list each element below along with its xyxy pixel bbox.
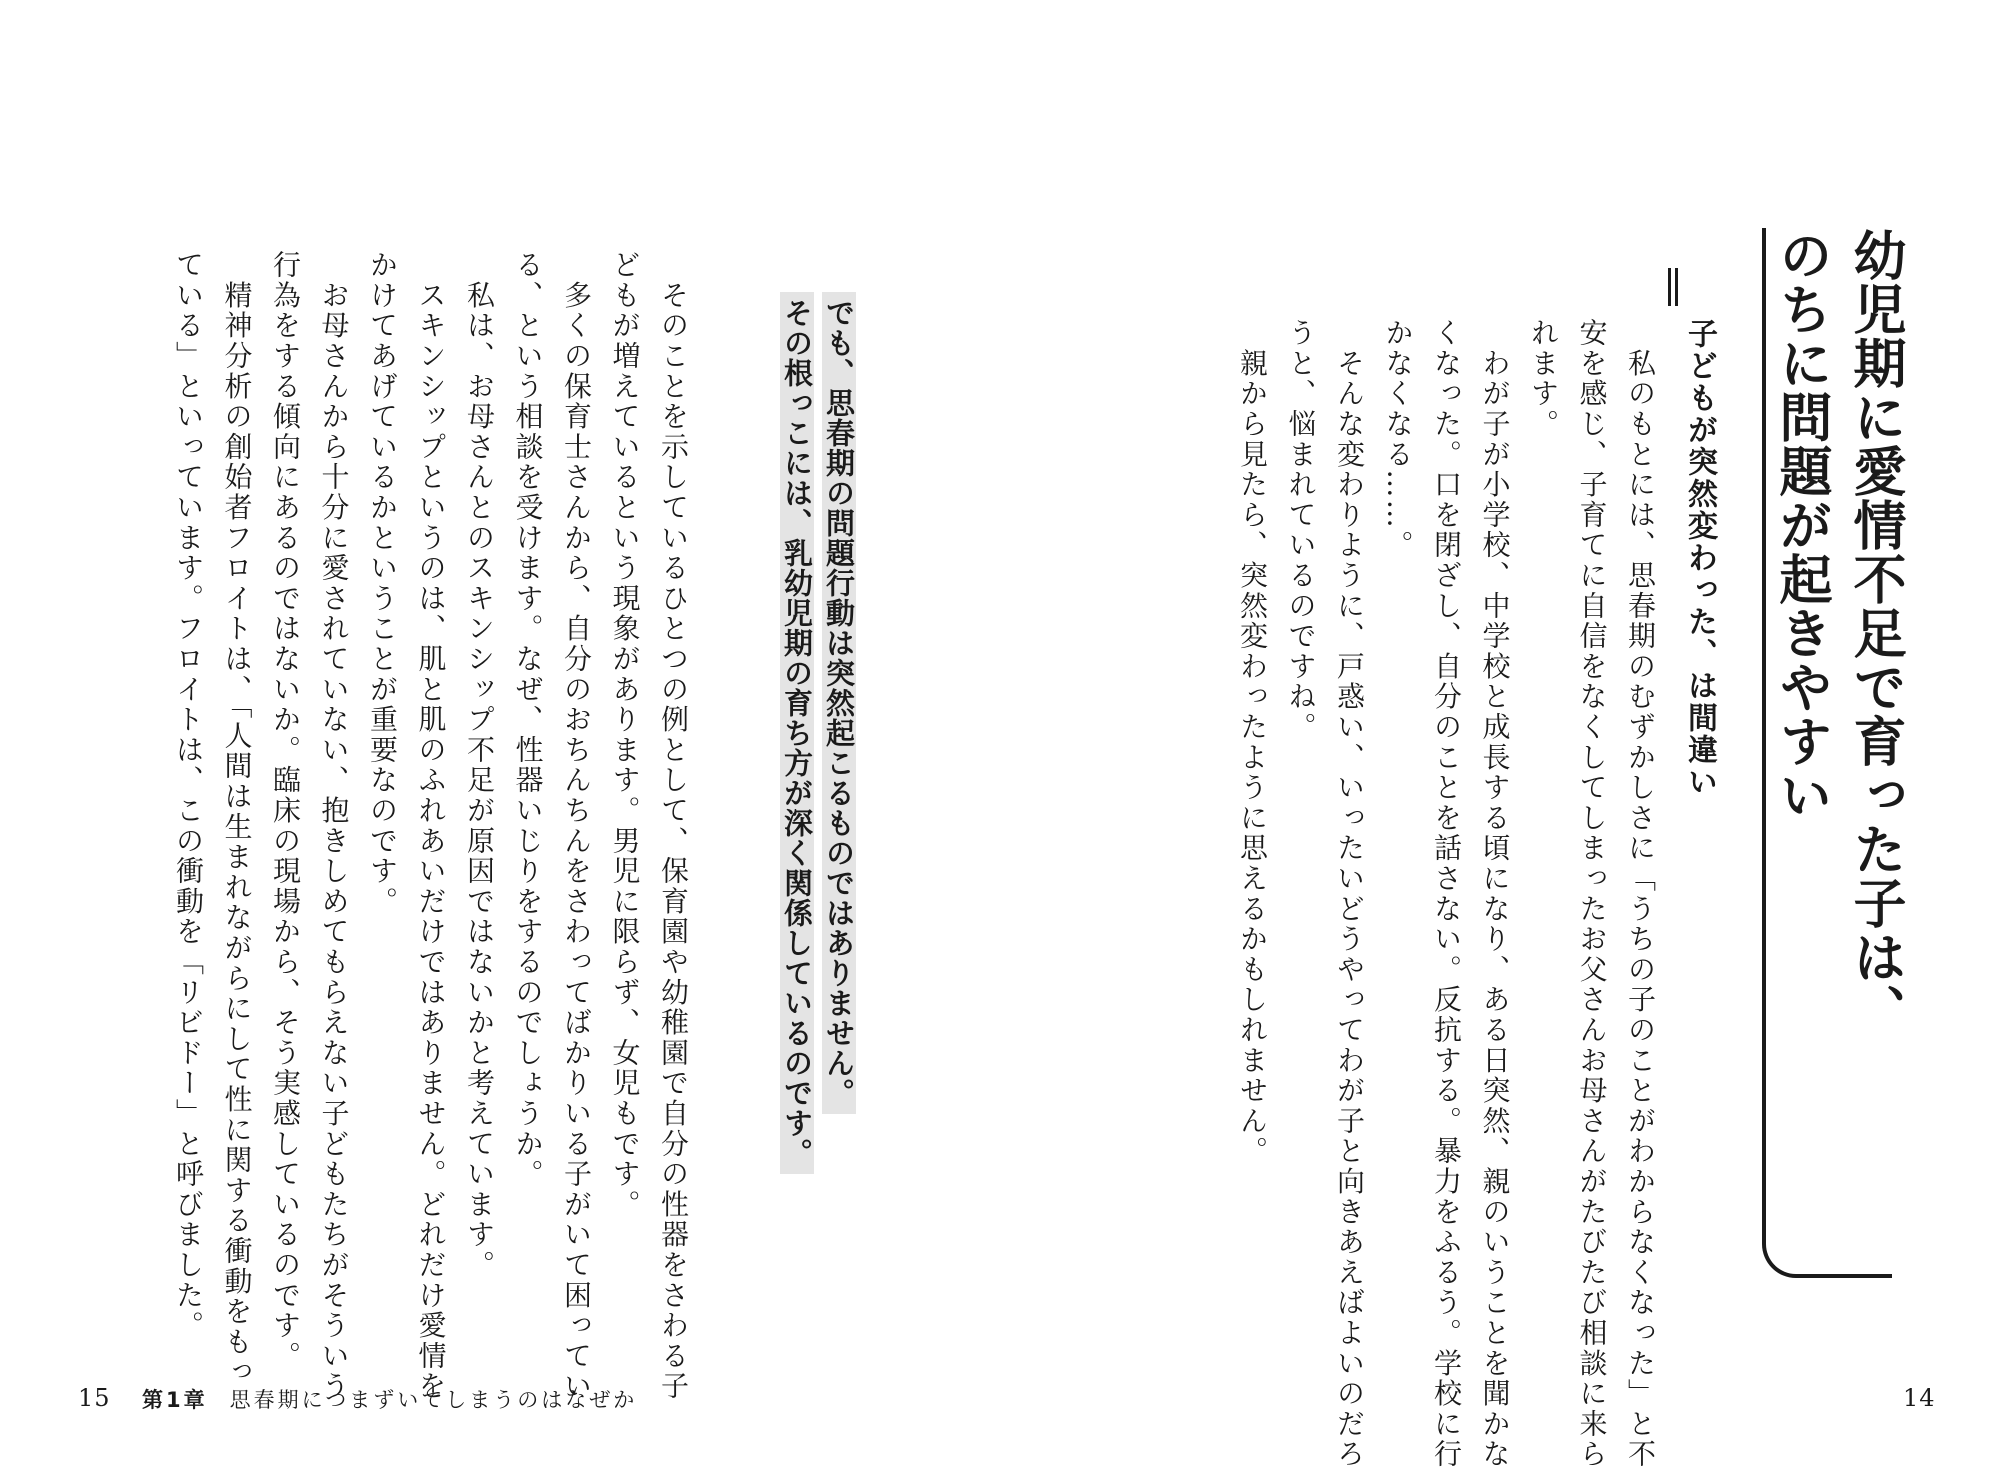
- running-head-chapter: 第1章: [142, 1388, 208, 1412]
- body-line: かけてあげているかということが重要なのです。: [366, 250, 399, 917]
- highlight-line: でも、思春期の問題行動は突然起こるものではありません。: [822, 292, 856, 1114]
- body-line: 多くの保育士さんから、自分のおちんちんをさわってばかりいる子がいて困ってい: [560, 250, 593, 1402]
- body-line: そのことを示しているひとつの例として、保育園や幼稚園で自分の性器をさわる子: [657, 250, 690, 1402]
- body-line: どもが増えているという現象があります。男児に限らず、女児もです。: [608, 250, 642, 1220]
- highlighted-statement: [776, 292, 860, 1174]
- body-line: そんな変わりように、戸惑い、いったいどうやってわが子と向きあえばよいのだろ: [1333, 318, 1366, 1469]
- body-line: 精神分析の創始者フロイトは、「人間は生まれながらにして性に関する衝動をもっ: [220, 250, 254, 1388]
- body-line: うと、悩まれているのですね。: [1284, 318, 1318, 743]
- body-line: スキンシップというのは、肌と肌のふれあいだけではありません。どれだけ愛情を: [414, 250, 448, 1402]
- title-line: のちに問題が起きやすい: [1771, 228, 1832, 822]
- running-head-title: 思春期につまずいてしまうのはなぜか: [229, 1388, 638, 1412]
- body-line: れます。: [1527, 318, 1560, 440]
- body-line: わが子が小学校、中学校と成長する頃になり、ある日突然、親のいうことを聞かな: [1478, 318, 1512, 1469]
- chapter-section-title: [1764, 228, 1912, 1038]
- highlight-line: その根っこには、乳幼児期の育ち方が深く関係しているのです。: [780, 292, 814, 1174]
- body-line: かなくなる……。: [1381, 318, 1415, 561]
- page-number-left: 15: [78, 1384, 111, 1412]
- body-line: 行為をする傾向にあるのではないか。臨床の現場から、そう実感しているのです。: [269, 250, 302, 1372]
- page-number-right: 14: [1903, 1384, 1936, 1412]
- body-line: くなった。口を閉ざし、自分のことを話さない。反抗する。暴力をふるう。学校に行: [1430, 318, 1463, 1469]
- body-line: ている」といっています。フロイトは、この衝動を「リビドー」と呼びました。: [172, 250, 205, 1341]
- title-line: 幼児期に愛情不足で育った子は、: [1845, 228, 1906, 1038]
- running-head: [142, 1384, 637, 1414]
- subheading: 子どもが突然変わった、は間違い: [1682, 318, 1717, 798]
- body-line: る、という相談を受けます。なぜ、性器いじりをするのでしょうか。: [511, 250, 545, 1190]
- body-text-right-page: [1228, 318, 1665, 1469]
- body-line: 私は、お母さんとのスキンシップ不足が原因ではないかと考えています。: [463, 250, 496, 1281]
- subhead-marker: [1666, 268, 1680, 306]
- body-line: 私のもとには、思春期のむずかしさに「うちの子のことがわからなくなった」と不: [1624, 318, 1657, 1469]
- body-line: 安を感じ、子育てに自信をなくしてしまったお父さんお母さんがたびたび相談に来ら: [1575, 318, 1609, 1469]
- body-text-left-page: [164, 250, 698, 1401]
- body-line: お母さんから十分に愛されていない、抱きしめてもらえない子どもたちがそういう: [317, 250, 351, 1402]
- body-line: 親から見たら、突然変わったように思えるかもしれません。: [1236, 318, 1269, 1167]
